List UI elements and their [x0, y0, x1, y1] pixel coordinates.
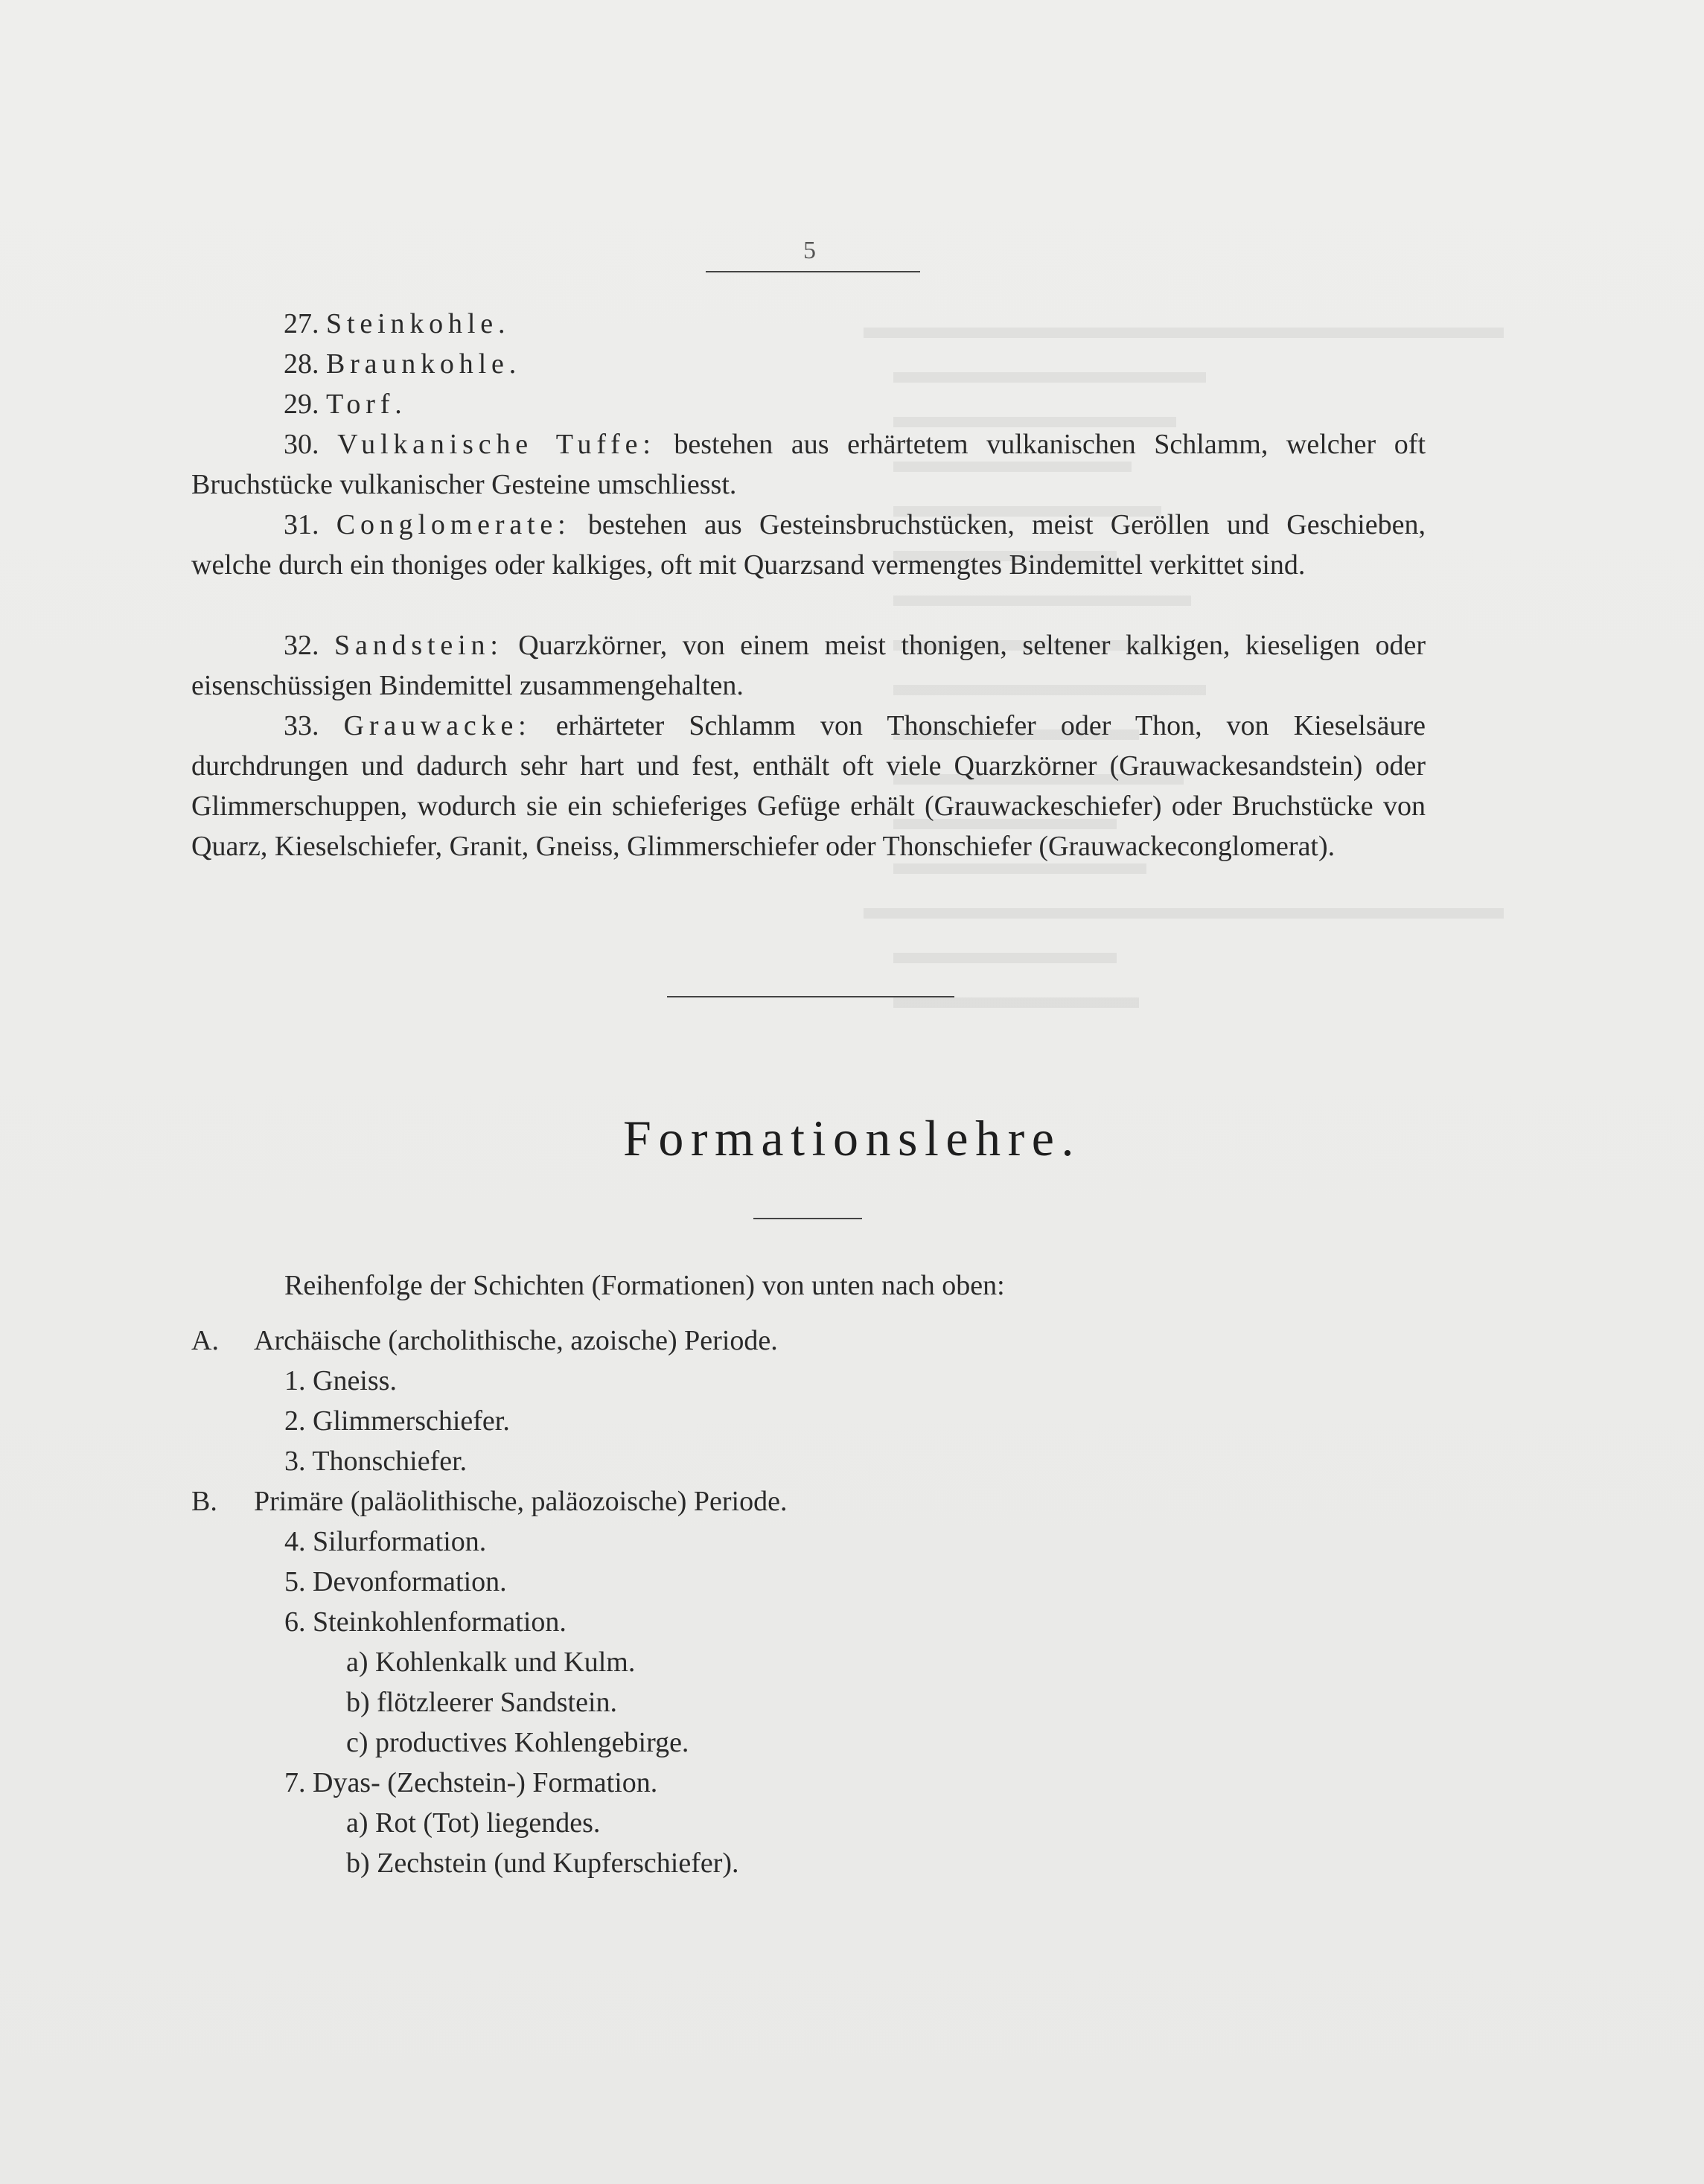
title-underline	[753, 1218, 862, 1219]
list-item: 3. Thonschiefer.	[284, 1446, 468, 1477]
period-heading	[191, 1321, 778, 1361]
intro-text: Reihenfolge der Schichten (Formationen) von unten nach oben:	[284, 1270, 1005, 1301]
item-33-paragraph	[191, 706, 1426, 866]
item-number: 31.	[284, 509, 319, 540]
item-term: Conglomerate:	[336, 509, 571, 540]
item-term: Sandstein:	[334, 630, 503, 661]
list-item	[284, 304, 510, 344]
item-term: Vulkanische Tuffe:	[337, 429, 656, 460]
section-divider	[667, 996, 954, 997]
header-rule	[706, 271, 920, 272]
sub-item: c) productives Kohlengebirge.	[346, 1727, 689, 1758]
list-item: 6. Steinkohlenformation.	[284, 1606, 567, 1638]
list-item	[284, 384, 407, 424]
item-description: erhärteter Schlamm von Thonschiefer oder Thon, von Kieselsäure durchdrungen und dadurch sehr hart und fest, enthält oft viele Quarzkörner (Grauwackesandstein) oder Glimmerschuppen, wodurch sie ein schieferiges Gefüge erhält (Grauwackeschiefer) oder Bruchstücke von Quarz, Kieselschiefer, Granit, Gneiss, Glimmerschiefer oder Thonschiefer (Grauwackeconglomerat).	[191, 710, 1426, 862]
list-item: 4. Silurformation.	[284, 1526, 487, 1557]
item-number: 32.	[284, 630, 319, 661]
item-description: Quarzkörner, von einem meist thonigen, seltener kalkigen, kieseligen oder eisenschüssigen Bindemittel zusammengehalten.	[191, 630, 1426, 701]
item-term: Steinkohle.	[326, 308, 511, 339]
list-item: 5. Devonformation.	[284, 1566, 507, 1597]
period-text: Primäre (paläolithische, paläozoische) Periode.	[254, 1486, 788, 1517]
list-item: 1. Gneiss.	[284, 1365, 397, 1396]
item-number: 28.	[284, 348, 319, 380]
section-title: Formationslehre.	[622, 1110, 1081, 1166]
period-label: B.	[191, 1486, 217, 1517]
sub-item: b) flötzleerer Sandstein.	[346, 1687, 618, 1718]
item-term: Grauwacke:	[343, 710, 532, 741]
list-item	[284, 344, 521, 384]
item-description: bestehen aus erhärtetem vulkanischen Schlamm, welcher oft Bruchstücke vulkanischer Gesteine umschliesst.	[191, 429, 1426, 500]
period-label: A.	[191, 1325, 219, 1356]
item-number: 27.	[284, 308, 319, 339]
item-description: bestehen aus Gesteinsbruchstücken, meist Geröllen und Geschieben, welche durch ein thoniges oder kalkiges, oft mit Quarzsand vermengtes Bindemittel verkittet sind.	[191, 509, 1426, 581]
item-32-paragraph	[191, 625, 1426, 706]
sub-item: a) Kohlenkalk und Kulm.	[346, 1647, 636, 1678]
list-item: 7. Dyas- (Zechstein-) Formation.	[284, 1767, 658, 1798]
item-31-paragraph	[191, 505, 1426, 585]
sub-item: a) Rot (Tot) liegendes.	[346, 1807, 601, 1839]
item-number: 30.	[284, 429, 319, 460]
item-number: 33.	[284, 710, 319, 741]
sub-item: b) Zechstein (und Kupferschiefer).	[346, 1848, 739, 1879]
item-number: 29.	[284, 389, 319, 420]
period-text: Archäische (archolithische, azoische) Periode.	[254, 1325, 778, 1356]
item-term: Braunkohle.	[326, 348, 522, 380]
page-number: 5	[803, 237, 816, 264]
item-30-paragraph	[191, 424, 1426, 505]
item-term: Torf.	[326, 389, 407, 420]
list-item: 2. Glimmerschiefer.	[284, 1405, 510, 1437]
period-heading	[191, 1481, 787, 1522]
